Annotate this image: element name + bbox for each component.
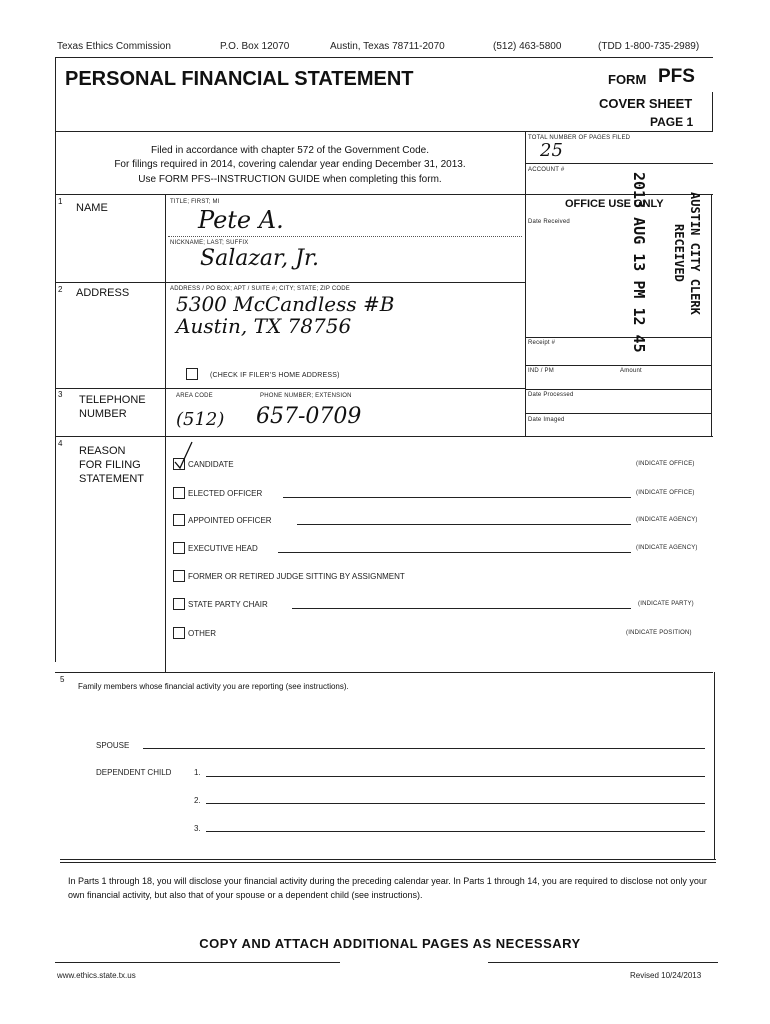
child-2-number: 2. (194, 796, 201, 805)
retired-judge-checkbox[interactable] (173, 570, 185, 582)
total-pages-value[interactable]: 25 (540, 140, 563, 161)
last-name-value[interactable]: Salazar, Jr. (200, 246, 320, 271)
website: www.ethics.state.tx.us (57, 971, 136, 980)
area-code-label: AREA CODE (176, 393, 213, 399)
date-processed-label: Date Processed (528, 392, 574, 398)
total-pages-label: TOTAL NUMBER OF PAGES FILED (528, 135, 631, 141)
stamp-received: RECEIVED (672, 224, 686, 282)
section-3-number: 3 (58, 390, 63, 399)
dependent-child-label: DEPENDENT CHILD (96, 768, 172, 777)
elected-officer-checkbox[interactable] (173, 487, 185, 499)
title-first-mi-label: TITLE; FIRST; MI (170, 199, 220, 205)
revised-date: Revised 10/24/2013 (630, 971, 702, 980)
amount-label: Amount (620, 368, 642, 374)
elected-officer-label: ELECTED OFFICER (188, 489, 263, 498)
agency-city: Austin, Texas 78711-2070 (330, 41, 445, 52)
spouse-label: SPOUSE (96, 741, 130, 750)
ind-pm-label: IND / PM (528, 368, 554, 374)
executive-head-checkbox[interactable] (173, 542, 185, 554)
stamp-date: 2013 AUG 13 PM 12 45 (630, 172, 648, 353)
address-field-label: ADDRESS / PO BOX; APT / SUITE #; CITY; STATE; ZIP CODE (170, 286, 351, 292)
phone-number-label: PHONE NUMBER; EXTENSION (260, 393, 352, 399)
candidate-hint: (INDICATE OFFICE) (636, 461, 695, 467)
family-intro: Family members whose financial activity you are reporting (see instructions). (78, 682, 349, 691)
agency-tdd: (TDD 1-800-735-2989) (598, 41, 700, 52)
address-line-2[interactable]: Austin, TX 78756 (176, 314, 352, 338)
telephone-label: TELEPHONE (79, 394, 146, 406)
state-party-chair-label: STATE PARTY CHAIR (188, 600, 268, 609)
receipt-label: Receipt # (528, 340, 556, 346)
executive-head-hint: (INDICATE AGENCY) (636, 545, 698, 551)
notice-text: In Parts 1 through 18, you will disclose your financial activity during the preceding calendar year. In Parts 1 through 14, you are required to disclose not only your own financial activity, but also that of your spouse or a dependent child (see instructions). (68, 876, 707, 900)
reason-label-2: FOR FILING (79, 459, 141, 471)
child-1-number: 1. (194, 768, 201, 777)
office-use-only: OFFICE USE ONLY (565, 198, 664, 210)
first-name-value[interactable]: Pete A. (198, 206, 284, 234)
agency-name: Texas Ethics Commission (57, 41, 171, 52)
intro-line-2: For filings required in 2014, covering calendar year ending December 31, 2013. (114, 159, 466, 170)
address-line-1[interactable]: 5300 McCandless #B (176, 292, 395, 316)
retired-judge-label: FORMER OR RETIRED JUDGE SITTING BY ASSIGNMENT (188, 572, 405, 581)
other-label: OTHER (188, 629, 216, 638)
address-label: ADDRESS (76, 287, 130, 299)
agency-phone: (512) 463-5800 (493, 41, 562, 52)
elected-officer-hint: (INDICATE OFFICE) (636, 490, 695, 496)
number-label: NUMBER (79, 408, 127, 420)
executive-head-label: EXECUTIVE HEAD (188, 544, 258, 553)
state-party-chair-hint: (INDICATE PARTY) (638, 601, 694, 607)
section-1-number: 1 (58, 197, 63, 206)
name-label: NAME (76, 202, 108, 214)
area-code-value[interactable]: (512) (176, 409, 225, 430)
phone-number-value[interactable]: 657-0709 (256, 404, 362, 429)
intro-line-3: Use FORM PFS--INSTRUCTION GUIDE when completing this form. (138, 174, 442, 185)
page-number: PAGE 1 (650, 115, 694, 129)
account-label: ACCOUNT # (528, 167, 565, 173)
appointed-officer-label: APPOINTED OFFICER (188, 516, 272, 525)
section-5-number: 5 (60, 675, 65, 684)
state-party-chair-checkbox[interactable] (173, 598, 185, 610)
appointed-officer-hint: (INDICATE AGENCY) (636, 517, 698, 523)
section-4-number: 4 (58, 439, 63, 448)
home-address-label: (CHECK IF FILER'S HOME ADDRESS) (210, 372, 340, 379)
form-code: PFS (658, 66, 695, 87)
child-3-number: 3. (194, 824, 201, 833)
reason-label-3: STATEMENT (79, 473, 144, 485)
date-imaged-label: Date Imaged (528, 417, 565, 423)
reason-label-1: REASON (79, 445, 126, 457)
date-received-label: Date Received (528, 219, 570, 225)
stamp-clerk: AUSTIN CITY CLERK (688, 192, 702, 315)
section-2-number: 2 (58, 285, 63, 294)
other-hint: (INDICATE POSITION) (626, 630, 692, 636)
copy-attach-notice: COPY AND ATTACH ADDITIONAL PAGES AS NECESSARY (199, 936, 581, 951)
form-title: PERSONAL FINANCIAL STATEMENT (65, 68, 414, 90)
cover-sheet-label: COVER SHEET (599, 96, 693, 111)
nickname-last-suffix-label: NICKNAME; LAST; SUFFIX (170, 240, 249, 246)
other-checkbox[interactable] (173, 627, 185, 639)
intro-line-1: Filed in accordance with chapter 572 of the Government Code. (151, 145, 429, 156)
po-box: P.O. Box 12070 (220, 41, 290, 52)
candidate-label: CANDIDATE (188, 460, 234, 469)
form-prefix: FORM (608, 72, 647, 87)
appointed-officer-checkbox[interactable] (173, 514, 185, 526)
home-address-checkbox[interactable] (186, 368, 198, 380)
